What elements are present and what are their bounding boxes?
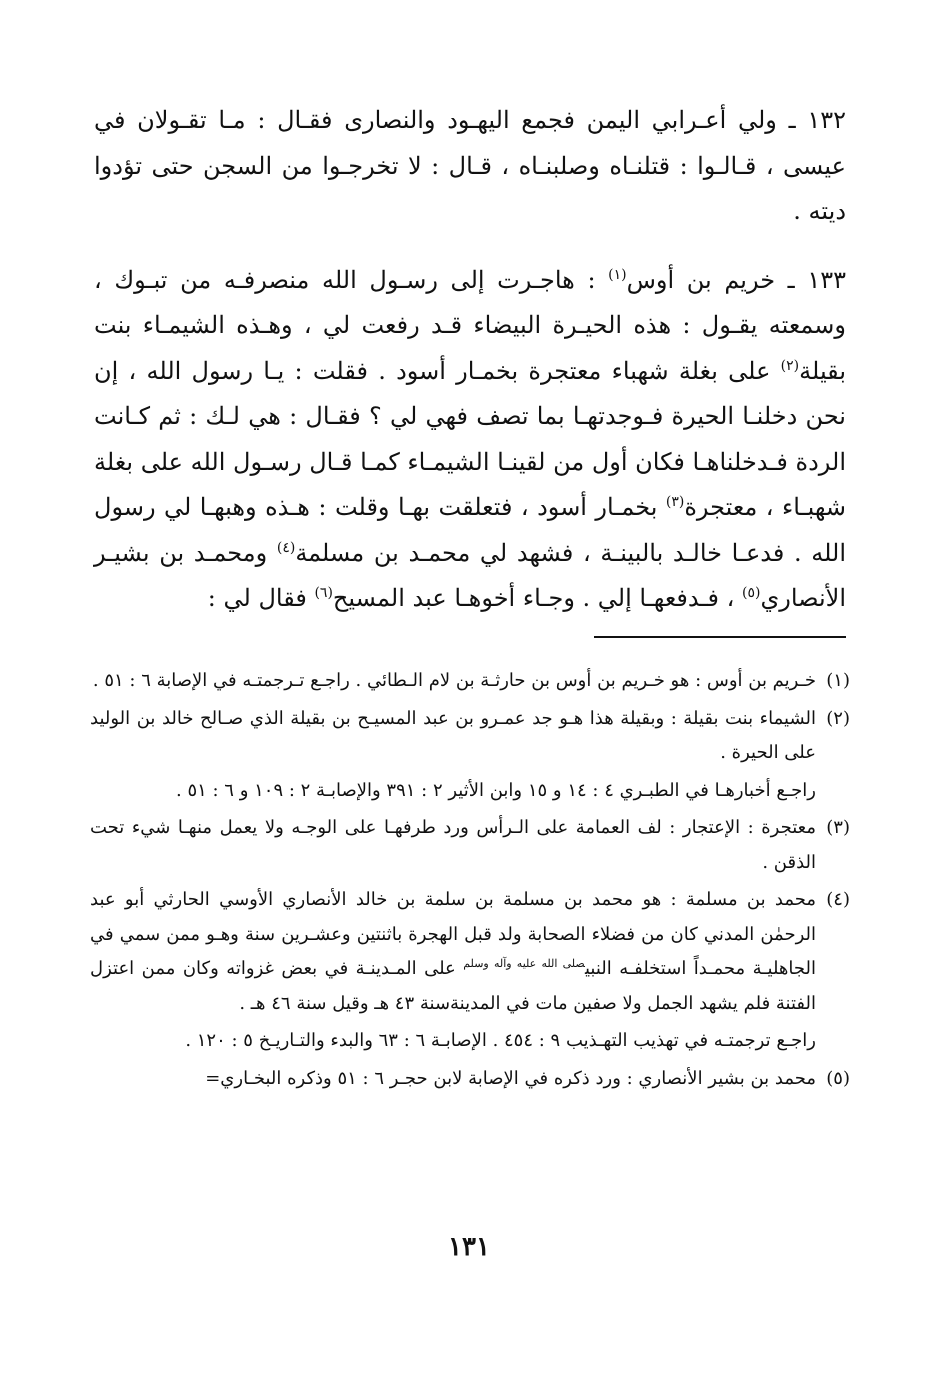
paragraph-133-segment: بخمـار أسود ، فتعلقت بهـا وقلت : هـذه وهبهـا لي رسول الله . فدعـا خالـد بالبينـة ، فشهد لي محمـد بن مسلمة <box>94 493 846 567</box>
footnote-number: (٣) <box>826 817 850 838</box>
paragraph-133-segment: فقال لي : <box>207 584 315 612</box>
footnote-separator <box>594 636 846 638</box>
main-text <box>94 98 846 622</box>
footnote-text: معتجرة : الإعتجار : لف العمامة على الـرأس ورد طرفهـا على الوجـه ولا يعمل منهـا شيء تحت الذقن . <box>90 817 816 873</box>
footnote-text: راجـع ترجمتـه في تهذيب التهـذيب ٩ : ٤٥٤ . الإصابـة ٦ : ٦٣ والبدء والتـاريـخ ٥ : ١٢٠ . <box>185 1030 816 1051</box>
footnote-ref-6[interactable]: (٦) <box>314 585 333 601</box>
paragraph-133-segment: ومحمـد بن بشيـر الأنصاري <box>94 538 846 612</box>
footnote-text: الشيماء بنت بقيلة : وبقيلة هذا هـو جد عمـرو بن عبد المسيـح بن بقيلة الذي صـالح خالد بن الوليد على الحيرة . <box>90 707 816 763</box>
footnotes <box>90 664 850 1099</box>
footnote-3 <box>90 811 850 880</box>
footnote-text: راجـع أخبارهـا في الطبـري ٤ : ١٤ و ١٥ وابن الأثير ٢ : ٣٩١ والإصابـة ٢ : ١٠٩ و ٦ : ٥١ . <box>175 779 816 801</box>
footnote-number: (١) <box>826 670 850 691</box>
footnote-ref-5[interactable]: (٥) <box>741 585 761 601</box>
paragraph-132 <box>94 98 846 235</box>
footnote-text: على المـدينـة في بعض غزواته وكان ممن اعتزل الفتنة فلم يشهد الجمل ولا صفين مات في المدينةسنة ٤٣ هـ وقيل سنة ٤٦ هـ . <box>90 958 816 1014</box>
footnote-1 <box>90 664 850 699</box>
footnote-ref-2[interactable]: (٢) <box>780 357 800 374</box>
paragraph-133-segment: على بغلة شهباء معتجرة بخمـار أسود . فقلت : يـا رسول الله ، إن نحن دخلنـا الحيرة فـوجدتهـا بما تصف فهي لي ؟ فقـال : هي لـك : ثم كـانت الردة فـدخلناهـا فكان أول من لقينـا الشيمـاء كمـا قـال رسـول الله على بغلة شهبـاء ، معتجرة <box>94 356 847 521</box>
paragraph-133-segment: ، فـدفعهـا إلي . وجـاء أخوهـا عبد المسيح <box>332 584 742 612</box>
footnote-2-reference <box>90 774 850 809</box>
footnote-text: خـريم بن أوس : هو خـريم بن أوس بن حارثـة بن لام الـطائي . راجـع تـرجمتـه في الإصابة ٦ : ٥١ . <box>92 670 816 691</box>
footnote-number: (٤) <box>826 889 850 910</box>
footnote-2 <box>90 702 850 771</box>
footnote-text: محمد بن بشير الأنصاري : ورد ذكره في الإصابة لابن حجـر ٦ : ٥١ وذكره البخـاري= <box>205 1067 816 1089</box>
footnote-4-reference <box>90 1024 850 1059</box>
footnote-number: (٥) <box>826 1067 850 1089</box>
paragraph-133-segment: : هاجـرت إلى رسـول الله منصرفـه من تبـوك ، وسمعته يقـول : هذه الحيـرة البيضاء قـد رفعت لي ، وهـذه الشيمـاء بنت بقيلة <box>94 265 846 385</box>
paragraph-133 <box>94 258 846 622</box>
footnote-4 <box>90 883 850 1021</box>
footnote-ref-4[interactable]: (٤) <box>276 539 296 556</box>
paragraph-132-text: ١٣٢ ـ ولي أعـرابي اليمن فجمع اليهـود والنصارى فقـال : مـا تقـولان في عيسى ، قـالـوا : قتلنـاه وصلبنـاه ، قـال : لا تخرجـوا من السجن حتى تؤدوا ديته . <box>94 106 846 225</box>
page-number: ١٣١ <box>448 1232 490 1262</box>
paragraph-133-segment: ١٣٣ ـ خريم بن أوس <box>626 265 846 294</box>
footnote-text: محمد بن مسلمة : هو محمد بن مسلمة بن سلمة بن خالد الأنصاري الأوسي الحارثي أبو عبد الرحمٰن المدني كان من فضلاء الصحابة ولد قبل الهجرة باثنتين وعشـرين سنة وهـو ممن سمي في الجاهليـة محمـداً استخلفـه النبي <box>90 889 817 979</box>
footnote-ref-3[interactable]: (٣) <box>665 494 685 510</box>
footnote-ref-1[interactable]: (١) <box>608 266 627 283</box>
footnote-number: (٢) <box>826 707 850 729</box>
salawat-glyph: صلى الله عليه وآله وسلم <box>463 957 585 970</box>
footnote-5 <box>90 1062 850 1097</box>
